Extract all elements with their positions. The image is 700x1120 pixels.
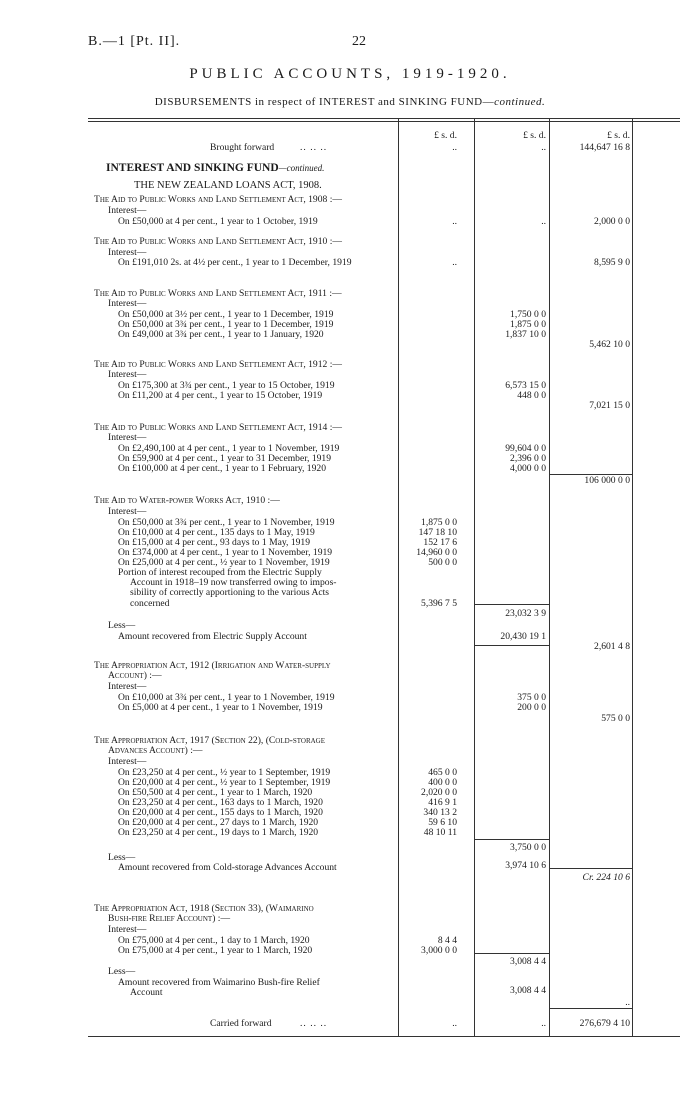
- approp-1918-less-line-2: Account: [130, 987, 163, 998]
- approp-1918-c1-2: 3,000 0 0: [421, 945, 457, 956]
- approp-1917-c1-2: 400 0 0: [428, 777, 457, 788]
- act-1911-interest: Interest—: [108, 298, 147, 309]
- approp-1917-subtotal: 3,750 0 0: [510, 842, 546, 853]
- page-subtitle: [0, 96, 700, 108]
- water-power-line-1: On £50,000 at 3¾ per cent., 1 year to 1 November, 1919: [118, 517, 335, 528]
- approp-1917-c1-3: 2,020 0 0: [421, 787, 457, 798]
- table-top-rule-2: [88, 121, 680, 122]
- act-1911-heading: The Aid to Public Works and Land Settlement Act, 1911 :—: [94, 288, 342, 299]
- approp-1912-heading-2: Account) :—: [108, 670, 162, 681]
- approp-1918-line-1: On £75,000 at 4 per cent., 1 day to 1 March, 1920: [118, 935, 310, 946]
- col-divider-4: [632, 118, 633, 1036]
- approp-1918-interest: Interest—: [108, 924, 147, 935]
- approp-1917-heading-2: Advances Account) :—: [108, 745, 203, 756]
- act-1914-line-1: On £2,490,100 at 4 per cent., 1 year to 1 November, 1919: [118, 443, 340, 454]
- approp-1917-c1-4: 416 9 1: [428, 797, 457, 808]
- approp-1917-line-4: On £23,250 at 4 per cent., 163 days to 1 March, 1920: [118, 797, 323, 808]
- water-power-heading: The Aid to Water-power Works Act, 1910 :—: [94, 495, 280, 506]
- act-1912-line-2: On £11,200 at 4 per cent., 1 year to 15 October, 1919: [118, 390, 323, 401]
- act-1910-interest: Interest—: [108, 247, 147, 258]
- act-1910-c1: ..: [452, 257, 457, 268]
- approp-1912-total: 575 0 0: [601, 713, 630, 724]
- section-title: [106, 162, 324, 174]
- approp-1918-less: Less—: [108, 966, 136, 977]
- act-1912-line-1: On £175,300 at 3¾ per cent., 1 year to 15 October, 1919: [118, 380, 335, 391]
- brought-forward-c2: ..: [541, 142, 546, 153]
- act-1911-line-3: On £49,000 at 3¾ per cent., 1 year to 1 January, 1920: [118, 329, 324, 340]
- approp-1917-interest: Interest—: [108, 756, 147, 767]
- water-power-line-3: On £15,000 at 4 per cent., 93 days to 1 May, 1919: [118, 537, 311, 548]
- approp-1917-less-c2: 3,974 10 6: [505, 860, 546, 871]
- approp-1912-heading-1: The Appropriation Act, 1912 (Irrigation and Water-supply: [94, 660, 331, 671]
- table-top-rule: [88, 118, 680, 119]
- approp-1917-line-3: On £50,500 at 4 per cent., 1 year to 1 March, 1920: [118, 787, 313, 798]
- carried-forward-label: Carried forward: [210, 1018, 272, 1029]
- act-1911-c2-1: 1,750 0 0: [510, 309, 546, 320]
- water-power-interest: Interest—: [108, 506, 147, 517]
- approp-1917-c1-5: 340 13 2: [423, 807, 457, 818]
- leader-dots-2: .. .. ..: [300, 1018, 328, 1029]
- water-power-less-c2: 20,430 19 1: [500, 631, 546, 642]
- act-1914-interest: Interest—: [108, 432, 147, 443]
- col3-header: £ s. d.: [607, 130, 630, 141]
- act-1910-total: 8,595 9 0: [594, 257, 630, 268]
- water-power-c1-2: 147 18 10: [418, 527, 457, 538]
- page-title: PUBLIC ACCOUNTS, 1919-1920.: [189, 66, 511, 82]
- act-1911-c2-2: 1,875 0 0: [510, 319, 546, 330]
- act-1911-line-1: On £50,000 at 3½ per cent., 1 year to 1 December, 1919: [118, 309, 334, 320]
- act-1908-total: 2,000 0 0: [594, 216, 630, 227]
- approp-1912-c2-2: 200 0 0: [517, 702, 546, 713]
- approp-1917-line-1: On £23,250 at 4 per cent., ½ year to 1 September, 1919: [118, 767, 331, 778]
- act-1914-c2-2: 2,396 0 0: [510, 453, 546, 464]
- approp-1918-rule: [474, 953, 549, 954]
- act-1908-heading: The Aid to Public Works and Land Settlement Act, 1908 :—: [94, 194, 342, 205]
- water-power-portion-1: Portion of interest recouped from the Electric Supply: [118, 567, 322, 578]
- approp-1918-less-line-1: Amount recovered from Waimarino Bush-fire Relief: [118, 977, 320, 988]
- water-power-portion-3: sibility of correctly apportioning to the various Acts: [130, 587, 330, 598]
- approp-1917-rule: [474, 839, 549, 840]
- approp-1917-line-7: On £23,250 at 4 per cent., 19 days to 1 March, 1920: [118, 827, 319, 838]
- subtitle-main: DISBURSEMENTS in respect of INTEREST and SINKING FUND—: [154, 96, 495, 108]
- water-power-less: Less—: [108, 620, 136, 631]
- act-1912-c2-2: 448 0 0: [517, 390, 546, 401]
- approp-1912-line-1: On £10,000 at 3¾ per cent., 1 year to 1 November, 1919: [118, 692, 335, 703]
- approp-1917-rule-2: [549, 868, 632, 869]
- document-reference: B.—1 [Pt. II].: [88, 34, 181, 49]
- water-power-less-line: Amount recovered from Electric Supply Account: [118, 631, 307, 642]
- section-title-continued: —continued.: [278, 163, 325, 173]
- page-number: 22: [352, 34, 366, 49]
- approp-1918-c3: ..: [625, 997, 630, 1008]
- water-power-c1-5: 500 0 0: [428, 557, 457, 568]
- act-1911-total: 5,462 10 0: [589, 339, 630, 350]
- approp-1918-heading-2: Bush-fire Relief Account) :—: [108, 913, 231, 924]
- act-1914-c2-3: 4,000 0 0: [510, 463, 546, 474]
- approp-1918-heading-1: The Appropriation Act, 1918 (Section 33), (Waimarino: [94, 903, 314, 914]
- act-1914-c2-1: 99,604 0 0: [505, 443, 546, 454]
- section-subtitle: THE NEW ZEALAND LOANS ACT, 1908.: [134, 180, 322, 191]
- approp-1912-line-2: On £5,000 at 4 per cent., 1 year to 1 November, 1919: [118, 702, 323, 713]
- approp-1918-less-c2: 3,008 4 4: [510, 985, 546, 996]
- leader-dots: .. .. ..: [300, 142, 328, 153]
- approp-1917-c1-6: 59 6 10: [428, 817, 457, 828]
- water-power-rule: [474, 604, 549, 605]
- col-divider-3: [549, 118, 550, 1036]
- approp-1918-c1-1: 8 4 4: [437, 935, 457, 946]
- approp-1917-less-line: Amount recovered from Cold-storage Advances Account: [118, 862, 337, 873]
- approp-1917-line-5: On £20,000 at 4 per cent., 155 days to 1 March, 1920: [118, 807, 323, 818]
- approp-1917-line-2: On £20,000 at 4 per cent., ½ year to 1 September, 1919: [118, 777, 331, 788]
- act-1910-heading: The Aid to Public Works and Land Settlement Act, 1910 :—: [94, 236, 342, 247]
- approp-1917-heading-1: The Appropriation Act, 1917 (Section 22), (Cold-storage: [94, 735, 326, 746]
- act-1908-c2: ..: [541, 216, 546, 227]
- act-1908-line: On £50,000 at 4 per cent., 1 year to 1 October, 1919: [118, 216, 318, 227]
- act-1911-line-2: On £50,000 at 3¾ per cent., 1 year to 1 December, 1919: [118, 319, 334, 330]
- water-power-rule-2: [474, 645, 549, 646]
- col-divider-1: [398, 118, 399, 1036]
- act-1914-line-2: On £59,900 at 4 per cent., 1 year to 31 December, 1919: [118, 453, 332, 464]
- act-1910-line: On £191,010 2s. at 4½ per cent., 1 year to 1 December, 1919: [118, 257, 352, 268]
- act-1912-c2-1: 6,573 15 0: [505, 380, 546, 391]
- act-1912-interest: Interest—: [108, 369, 147, 380]
- water-power-c1-1: 1,875 0 0: [421, 517, 457, 528]
- water-power-line-2: On £10,000 at 4 per cent., 135 days to 1 May, 1919: [118, 527, 315, 538]
- approp-1917-c1-7: 48 10 11: [423, 827, 457, 838]
- act-1912-total: 7,021 15 0: [589, 400, 630, 411]
- act-1914-heading: The Aid to Public Works and Land Settlement Act, 1914 :—: [94, 422, 342, 433]
- col2-header: £ s. d.: [523, 130, 546, 141]
- approp-1917-c1-1: 465 0 0: [428, 767, 457, 778]
- act-1908-interest: Interest—: [108, 205, 147, 216]
- water-power-c1-3: 152 17 6: [423, 537, 457, 548]
- act-1912-heading: The Aid to Public Works and Land Settlement Act, 1912 :—: [94, 359, 342, 370]
- table-bottom-rule: [88, 1036, 680, 1037]
- brought-forward-c3: 144,647 16 8: [579, 142, 630, 153]
- carried-forward-c3: 276,679 4 10: [579, 1018, 630, 1029]
- water-power-portion-c1: 5,396 7 5: [421, 598, 457, 609]
- approp-1917-line-6: On £20,000 at 4 per cent., 27 days to 1 March, 1920: [118, 817, 319, 828]
- carried-forward-c1: ..: [452, 1018, 457, 1029]
- water-power-portion-4: concerned: [130, 598, 170, 609]
- approp-1917-less: Less—: [108, 852, 136, 863]
- brought-forward-label: Brought forward: [210, 142, 275, 153]
- water-power-total: 2,601 4 8: [594, 641, 630, 652]
- act-1914-line-3: On £100,000 at 4 per cent., 1 year to 1 February, 1920: [118, 463, 326, 474]
- water-power-c1-4: 14,960 0 0: [416, 547, 457, 558]
- carried-forward-c2: ..: [541, 1018, 546, 1029]
- approp-1917-total: Cr. 224 10 6: [582, 872, 630, 883]
- approp-1912-interest: Interest—: [108, 681, 147, 692]
- water-power-portion-2: Account in 1918–19 now transferred owing to impos-: [130, 577, 337, 588]
- act-1914-total: 106 000 0 0: [584, 475, 630, 486]
- col1-header: £ s. d.: [434, 130, 457, 141]
- approp-1918-subtotal: 3,008 4 4: [510, 956, 546, 967]
- brought-forward-c1: ..: [452, 142, 457, 153]
- section-title-text: INTEREST AND SINKING FUND: [106, 162, 279, 174]
- col-divider-2: [474, 118, 475, 1036]
- subtitle-continued: continued.: [494, 96, 546, 108]
- water-power-line-4: On £374,000 at 4 per cent., 1 year to 1 November, 1919: [118, 547, 333, 558]
- water-power-subtotal: 23,032 3 9: [505, 608, 546, 619]
- approp-1918-line-2: On £75,000 at 4 per cent., 1 year to 1 March, 1920: [118, 945, 313, 956]
- act-1911-c2-3: 1,837 10 0: [505, 329, 546, 340]
- act-1908-c1: ..: [452, 216, 457, 227]
- water-power-line-5: On £25,000 at 4 per cent., ½ year to 1 November, 1919: [118, 557, 330, 568]
- approp-1912-c2-1: 375 0 0: [517, 692, 546, 703]
